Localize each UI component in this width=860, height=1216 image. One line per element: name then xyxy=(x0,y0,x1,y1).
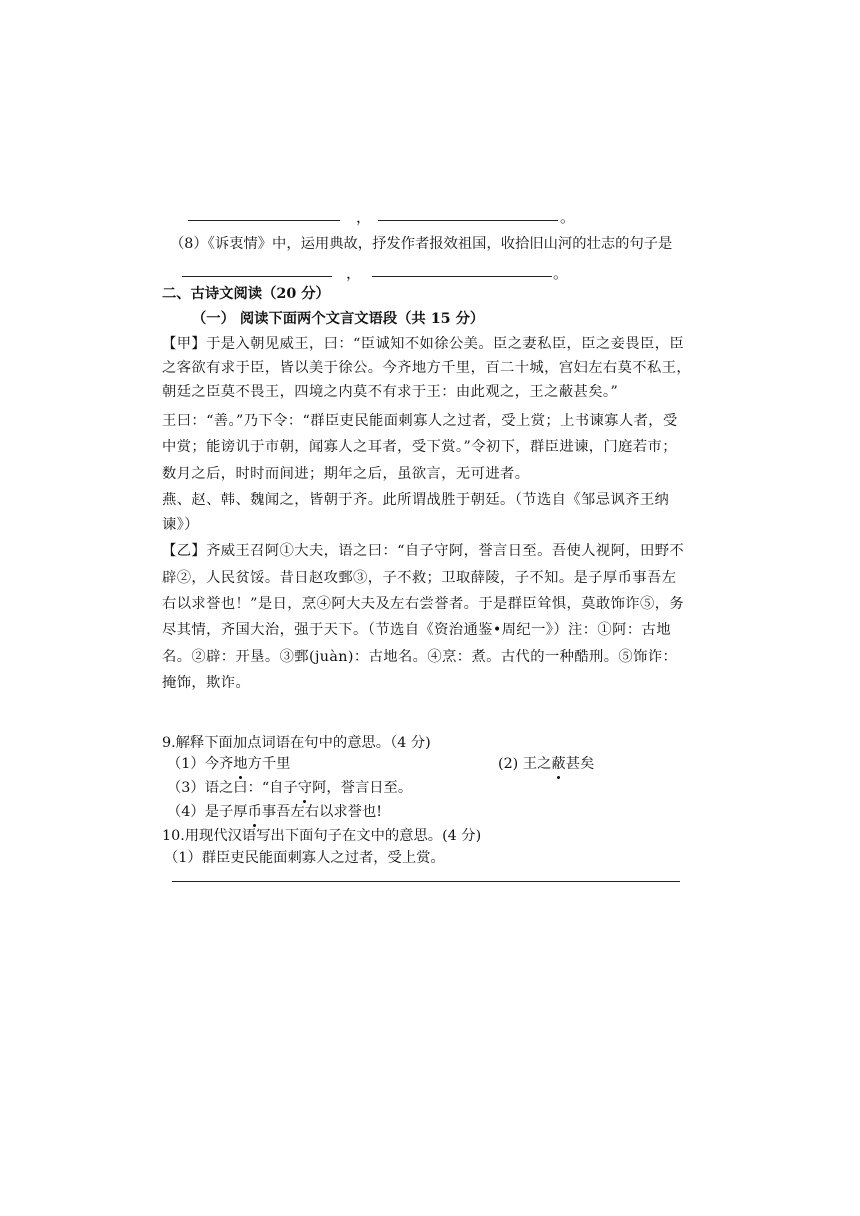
q7-answer-blank-2[interactable] xyxy=(378,220,558,221)
dotted-word: 守 xyxy=(297,780,313,796)
section-title: 二、古诗文阅读（20 分） xyxy=(162,286,330,302)
passage-line: 辟②，人民贫馁。昔日赵攻鄄③，子不救；卫取薛陵，子不知。是子厚币事吾左 xyxy=(162,570,677,586)
dotted-word: 币 xyxy=(247,804,262,820)
q9-item-3 xyxy=(167,778,412,798)
dotted-word: 蔽 xyxy=(551,756,566,772)
q10-answer-blank[interactable] xyxy=(172,881,680,882)
q8-text: （8）《诉衷情》中，运用典故，抒发作者报效祖国，收拾旧山河的壮志的句子是 xyxy=(170,236,673,252)
passage-line: 朝廷之臣莫不畏王，四境之内莫不有求于王：由此观之，王之蔽甚矣。” xyxy=(162,384,619,400)
passage-line: 名。②辟：开垦。③鄄(juàn)：古地名。④烹：煮。古代的一种酷刑。⑤饰诈： xyxy=(162,649,678,665)
q10-item-1: （1）群臣吏民能面刺寡人之过者，受上赏。 xyxy=(164,850,445,866)
subsection-title: （一） 阅读下面两个文言文语段（共 15 分） xyxy=(192,311,485,327)
q7-comma: ， xyxy=(356,208,372,226)
passage-line: 中赏；能谤讥于市朝，闻寡人之耳者，受下赏。”令初下，群臣进谏，门庭若市； xyxy=(162,439,677,455)
q9-item-2 xyxy=(498,754,594,774)
passage-line: 数月之后，时时而间进；期年之后，虽欲言，无可进者。 xyxy=(162,466,530,482)
passage-line: 掩饰，欺诈。 xyxy=(162,675,251,691)
q7-period: 。 xyxy=(560,208,576,226)
q9-item-3-prefix: （3）语之曰：“自子 xyxy=(167,780,298,796)
q9-item-1 xyxy=(167,754,290,774)
passage-line: 谏》） xyxy=(162,517,199,533)
passage-line: 【甲】于是入朝见威王，曰：“臣诚知不如徐公美。臣之妻私臣，臣之妾畏臣，臣 xyxy=(162,336,685,352)
q9-item-4-suffix: 事吾左右以求誉也! xyxy=(261,804,383,820)
passage-line: 王曰：“善。”乃下令：“群臣吏民能面刺寡人之过者，受上赏；上书谏寡人者，受 xyxy=(162,413,678,429)
passage-line: 燕、赵、韩、魏闻之，皆朝于齐。此所谓战胜于朝廷。（节选自《邹忌讽齐王纳 xyxy=(162,492,670,508)
q9-item-2-suffix: 甚矣 xyxy=(565,756,595,772)
q9-item-1-suffix: 方千里 xyxy=(247,756,291,772)
q9-item-3-suffix: 阿，誉言日至。 xyxy=(312,780,413,796)
passage-line: 尽其情，齐国大治，强于天下。（节选自《资治通鉴•周纪一》）注：①阿：古地 xyxy=(162,622,671,638)
q10-title: 10.用现代汉语写出下面句子在文中的意思。(4 分) xyxy=(162,828,482,844)
passage-line: 之客欲有求于臣，皆以美于徐公。今齐地方千里，百二十城，宫妇左右莫不私王， xyxy=(162,360,692,376)
q9-item-2-prefix: (2) 王之 xyxy=(498,756,552,772)
q8-answer-blank-2[interactable] xyxy=(372,276,552,277)
passage-line: 【乙】齐威王召阿①大夫，语之曰：“自子守阿，誉言日至。吾使人视阿，田野不 xyxy=(162,543,685,559)
q9-item-1-prefix: （1）今齐 xyxy=(167,756,234,772)
q9-item-4-prefix: （4）是子厚 xyxy=(167,804,248,820)
q9-item-4 xyxy=(167,802,382,822)
q7-answer-blank-1[interactable] xyxy=(188,220,340,221)
q8-period: 。 xyxy=(553,264,569,282)
q8-comma: ， xyxy=(346,264,362,282)
passage-line: 右以求誉也！”是日，烹④阿大夫及左右尝誉者。于是群臣耸惧，莫敢饰诈⑤，务 xyxy=(162,596,685,612)
dotted-word: 地 xyxy=(233,756,248,772)
q8-answer-blank-1[interactable] xyxy=(182,276,332,277)
q9-title: 9.解释下面加点词语在句中的意思。（4 分) xyxy=(162,735,431,751)
